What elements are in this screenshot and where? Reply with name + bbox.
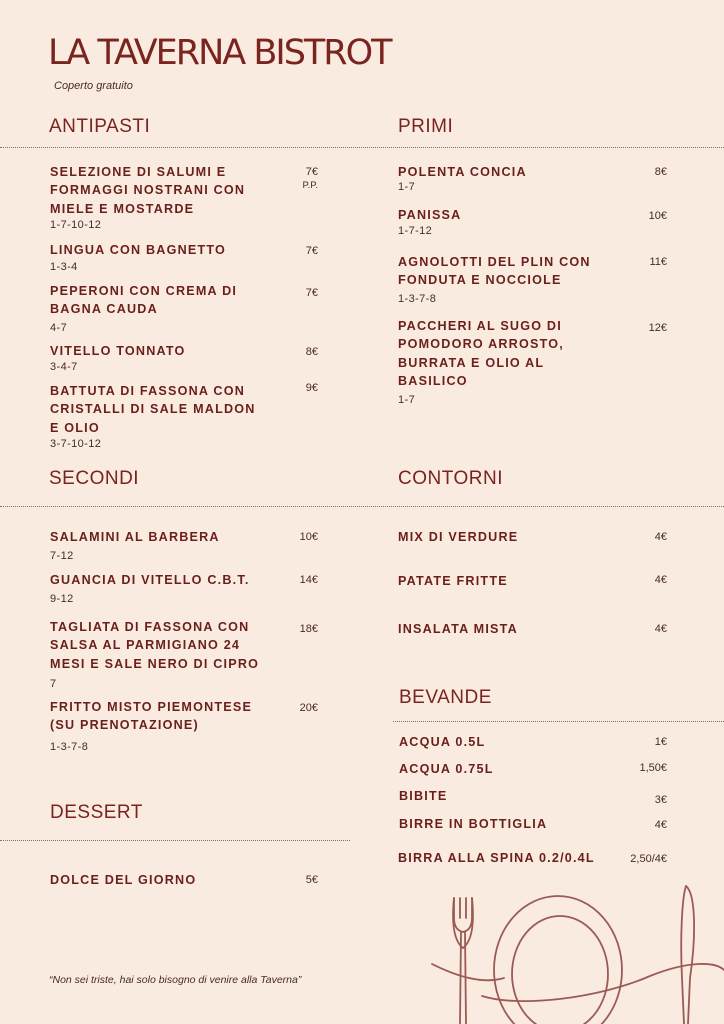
menu-item-price: 7€ xyxy=(305,166,318,178)
menu-item-price: 4€ xyxy=(654,574,667,586)
menu-item-allergens: 3-7-10-12 xyxy=(50,438,102,450)
knife-icon xyxy=(681,886,694,1024)
section-title-contorni: CONTORNI xyxy=(398,468,503,489)
menu-item-allergens: 1-3-7-8 xyxy=(398,293,437,305)
page-title: LA TAVERNA BISTROT xyxy=(48,33,391,73)
price-per-person-note: P.P. xyxy=(302,180,318,191)
cover-charge-note: Coperto gratuito xyxy=(54,80,133,92)
menu-item-price: 1€ xyxy=(654,736,667,748)
menu-item-price: 10€ xyxy=(648,210,667,222)
section-divider xyxy=(393,721,724,722)
menu-item-allergens: 1-7-12 xyxy=(398,225,433,237)
menu-item-name: POLENTA CONCIA xyxy=(398,165,527,179)
menu-item-allergens: 1-3-7-8 xyxy=(50,741,89,753)
menu-item-allergens: 4-7 xyxy=(50,322,68,334)
menu-item-price: 4€ xyxy=(654,819,667,831)
section-title-bevande: BEVANDE xyxy=(399,687,492,708)
menu-item-name: LINGUA CON BAGNETTO xyxy=(50,243,227,257)
menu-item-name: PEPERONI CON CREMA DI BAGNA CAUDA xyxy=(50,284,238,317)
menu-item-name: SALAMINI AL BARBERA xyxy=(50,530,220,544)
menu-item-price: 8€ xyxy=(654,166,667,178)
menu-item-name: GUANCIA DI VITELLO C.B.T. xyxy=(50,573,250,587)
menu-item-allergens: 7 xyxy=(50,678,57,690)
menu-item-price: 4€ xyxy=(654,531,667,543)
menu-item-name: ACQUA 0.75L xyxy=(399,762,494,776)
menu-item-price: 3€ xyxy=(654,794,667,806)
menu-item-allergens: 3-4-7 xyxy=(50,361,78,373)
cutlery-illustration xyxy=(420,878,724,1024)
menu-item-name: BIBITE xyxy=(399,789,448,803)
menu-item-price: 14€ xyxy=(299,574,318,586)
footer-quote: “Non sei triste, hai solo bisogno di venire alla Taverna” xyxy=(49,974,302,986)
fork-icon xyxy=(453,898,473,1024)
menu-item-price: 10€ xyxy=(299,531,318,543)
section-title-primi: PRIMI xyxy=(398,116,454,137)
menu-item-price: 7€ xyxy=(305,287,318,299)
menu-item-allergens: 1-3-4 xyxy=(50,261,78,273)
section-title-dessert: DESSERT xyxy=(50,802,143,823)
menu-item-name: PATATE FRITTE xyxy=(398,574,508,588)
menu-item-name: AGNOLOTTI DEL PLIN CON FONDUTA E NOCCIOLE xyxy=(398,255,591,288)
section-title-antipasti: ANTIPASTI xyxy=(49,116,151,137)
menu-item-allergens: 9-12 xyxy=(50,593,74,605)
menu-item-name: BIRRA ALLA SPINA 0.2/0.4L xyxy=(398,851,595,865)
menu-item-allergens: 1-7-10-12 xyxy=(50,219,102,231)
plate-icon xyxy=(432,896,724,1024)
menu-item-name: SELEZIONE DI SALUMI E FORMAGGI NOSTRANI CON MIELE E MOSTARDE xyxy=(50,165,246,216)
menu-item-price: 5€ xyxy=(305,874,318,886)
menu-item-price: 8€ xyxy=(305,346,318,358)
menu-item-allergens: 7-12 xyxy=(50,550,74,562)
menu-item-name: BIRRE IN BOTTIGLIA xyxy=(399,817,548,831)
menu-item-price: 12€ xyxy=(648,322,667,334)
menu-item-price: 7€ xyxy=(305,245,318,257)
menu-item-price: 2,50/4€ xyxy=(630,853,667,865)
menu-item-name: INSALATA MISTA xyxy=(398,622,518,636)
section-divider xyxy=(0,506,724,507)
menu-item-name: DOLCE DEL GIORNO xyxy=(50,873,197,887)
section-divider xyxy=(0,840,350,841)
menu-item-name: BATTUTA DI FASSONA CON CRISTALLI DI SALE MALDON E OLIO xyxy=(50,384,256,435)
section-divider xyxy=(0,147,724,148)
menu-item-price: 11€ xyxy=(649,256,667,268)
menu-item-name: TAGLIATA DI FASSONA CON SALSA AL PARMIGIANO 24 MESI E SALE NERO DI CIPRO xyxy=(50,620,260,671)
menu-item-name: PACCHERI AL SUGO DI POMODORO ARROSTO, BURRATA E OLIO AL BASILICO xyxy=(398,319,564,389)
menu-item-price: 18€ xyxy=(299,623,318,635)
menu-item-name: PANISSA xyxy=(398,208,462,222)
menu-item-name: ACQUA 0.5L xyxy=(399,735,486,749)
menu-item-name: FRITTO MISTO PIEMONTESE (SU PRENOTAZIONE) xyxy=(50,700,253,733)
menu-item-allergens: 1-7 xyxy=(398,394,416,406)
section-title-secondi: SECONDI xyxy=(49,468,140,489)
menu-item-price: 20€ xyxy=(299,702,318,714)
menu-item-price: 9€ xyxy=(305,382,318,394)
menu-item-name: VITELLO TONNATO xyxy=(50,344,186,358)
menu-item-name: MIX DI VERDURE xyxy=(398,530,519,544)
menu-item-price: 1,50€ xyxy=(639,762,667,774)
menu-item-price: 4€ xyxy=(654,623,667,635)
menu-item-allergens: 1-7 xyxy=(398,181,416,193)
